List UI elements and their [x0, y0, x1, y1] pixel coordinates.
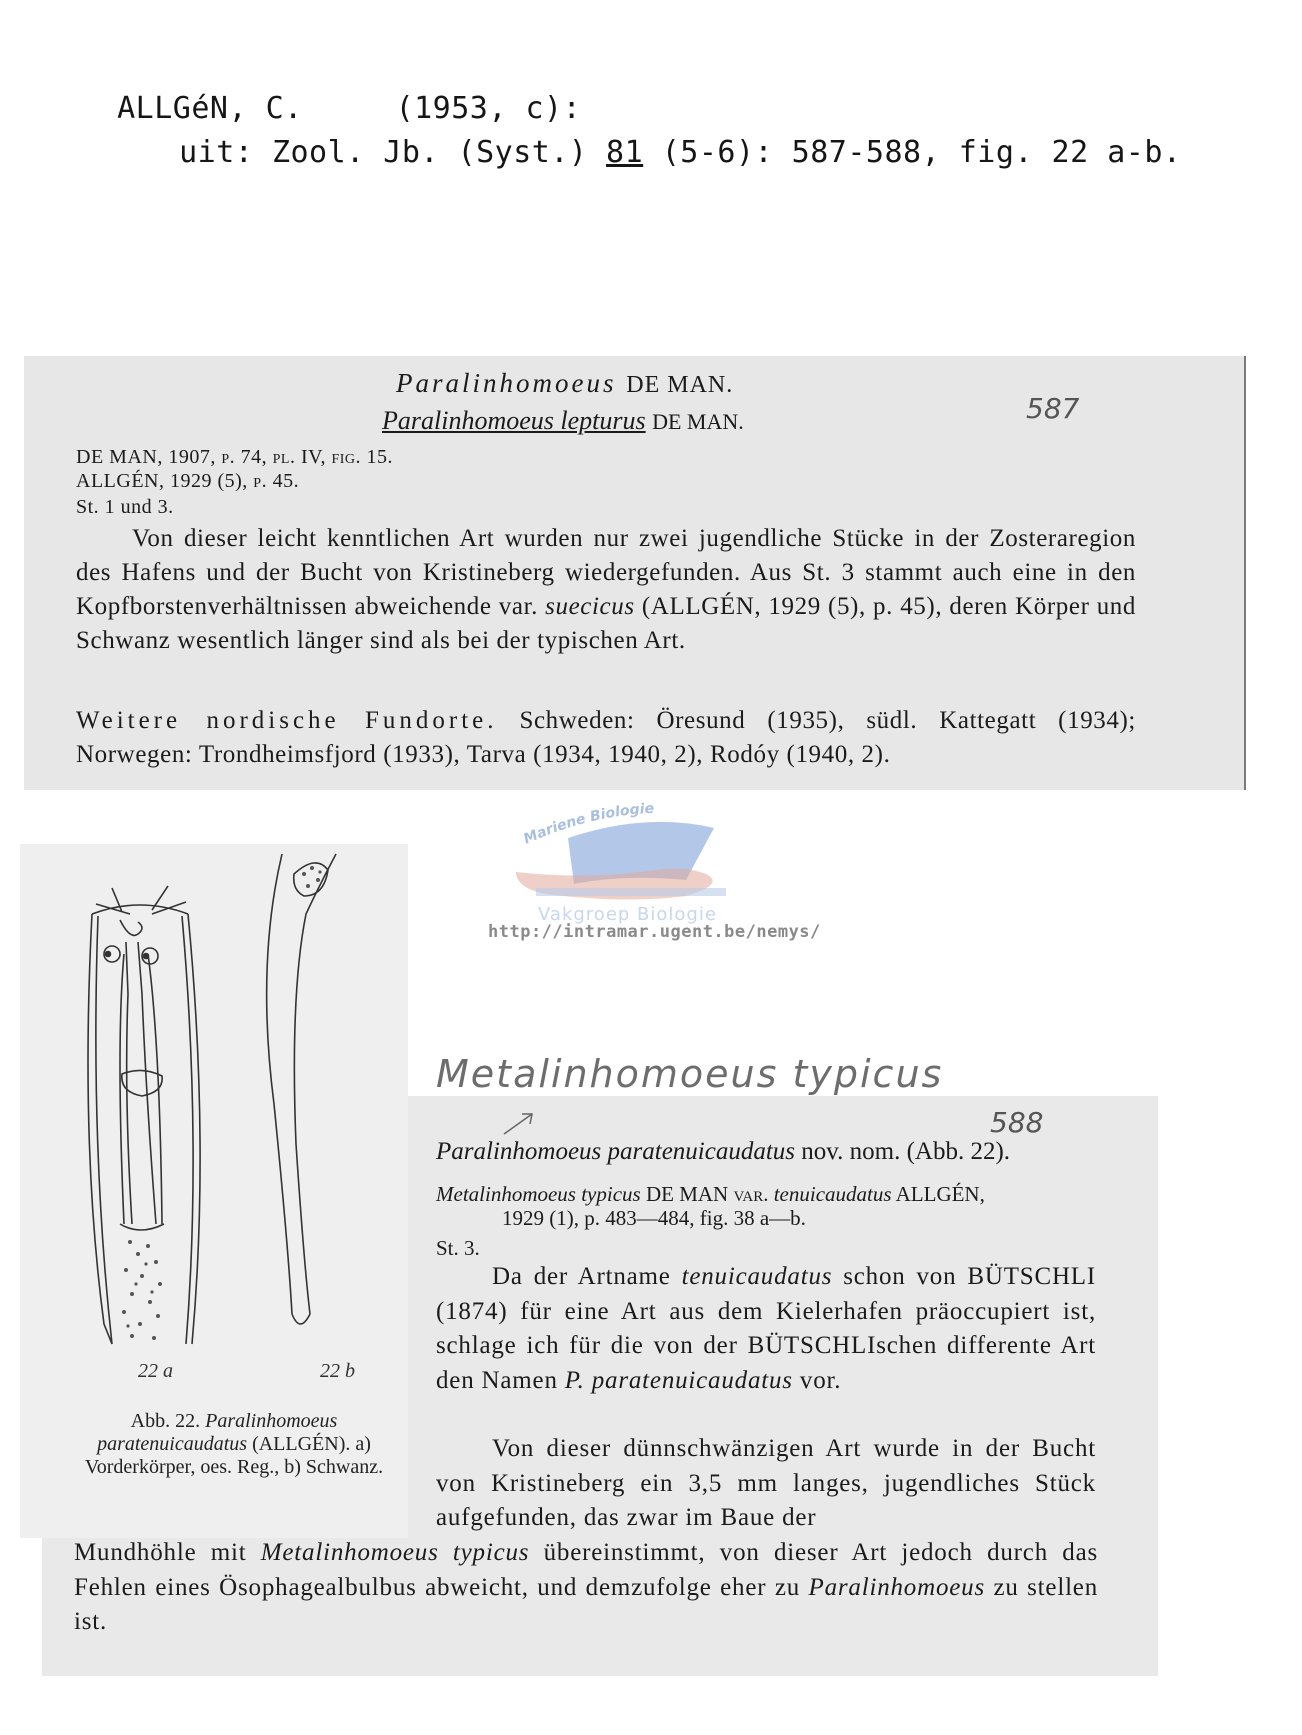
reference-allgen: ALLGÉN, 1929 (5), p. 45.: [76, 470, 300, 492]
page-number-588: 588: [990, 1106, 1044, 1139]
journal-pages: (5-6): 587-588, fig. 22 a-b.: [661, 135, 1182, 170]
handwritten-annotation: Metalinhomoeus typicus: [436, 1052, 944, 1096]
annotation-arrow-icon: [500, 1108, 540, 1138]
species-heading: Paralinhomoeus lepturus DE MAN.: [382, 406, 744, 435]
figure-caption: Abb. 22. Paralinhomoeus paratenuicaudatus (ALLGÉN). a) Vorderkörper, oes. Reg., b) Schwanz.: [84, 1410, 384, 1478]
synonym-reference-line2: 1929 (1), p. 483—484, fig. 38 a—b.: [502, 1206, 806, 1230]
journal-volume: 81: [606, 135, 644, 170]
figure-label-b: 22 b: [320, 1360, 355, 1382]
source-prefix: uit:: [179, 135, 254, 170]
paragraph-nomenclature: Da der Artname tenuicaudatus schon von BÜTSCHLI (1874) für eine Art aus dem Kielerhafen präoccupiert ist, schlage ich für die von der BÜTSCHLIschen differente Art den Namen P. paratenuicaudatus vor.: [436, 1263, 1096, 1394]
station-text: St. 3.: [436, 1236, 480, 1260]
figure-label-a: 22 a: [138, 1360, 173, 1382]
genus-heading: Paralinhomoeus DE MAN.: [396, 368, 734, 398]
journal-name: Zool. Jb. (Syst.): [271, 135, 588, 170]
author-name: ALLGéN, C.: [117, 91, 303, 126]
watermark-url: http://intramar.ugent.be/nemys/: [488, 922, 821, 942]
paragraph-finding: Von dieser dünnschwänzigen Art wurde in der Bucht von Kristineberg ein 3,5 mm langes, jugendliches Stück aufgefunden, das zwar im Baue der: [436, 1435, 1096, 1531]
paragraph-finding-continued: Mundhöhle mit Metalinhomoeus typicus übereinstimmt, von dieser Art jedoch durch das Fehlen eines Ösophagealbulbus abweicht, und demzufolge eher zu Paralinhomoeus zu stellen ist.: [74, 1539, 1099, 1635]
reference-deman: DE MAN, 1907, p. 74, pl. IV, fig. 15.: [76, 446, 394, 468]
species-title: Paralinhomoeus paratenuicaudatus nov. nom. (Abb. 22).: [436, 1138, 1011, 1165]
stations-text: St. 1 und 3.: [76, 496, 174, 518]
watermark-group-text: Vakgroep Biologie: [538, 904, 717, 925]
paragraph-description: Von dieser leicht kenntlichen Art wurden nur zwei jugendliche Stücke in der Zosteraregion des Hafens und der Bucht von Kristineberg wiedergefunden. Aus St. 3 stammt auch eine in den Kopfborstenverhältnissen abweichende var. suecicus (ALLGÉN, 1929 (5), p. 45), deren Körper und Schwanz wesentlich länger sind als bei der typischen Art.: [76, 525, 1136, 654]
clipping-page-587: [24, 356, 1246, 790]
watermark-logo: [486, 784, 806, 944]
page-number-587: 587: [1026, 392, 1080, 425]
synonym-reference: Metalinhomoeus typicus DE MAN var. tenuicaudatus ALLGÉN,: [436, 1182, 985, 1206]
watermark-arc-text: Mariene Biologie: [521, 800, 655, 848]
citation-year: (1953, c):: [395, 91, 582, 126]
citation-source: [142, 100, 1181, 170]
paragraph-localities: Weitere nordische Fundorte. Schweden: Öresund (1935), südl. Kattegatt (1934); Norwegen: Trondheimsfjord (1933), Tarva (1934, 1940, 2), Rodóy (1940, 2).: [76, 707, 1136, 768]
